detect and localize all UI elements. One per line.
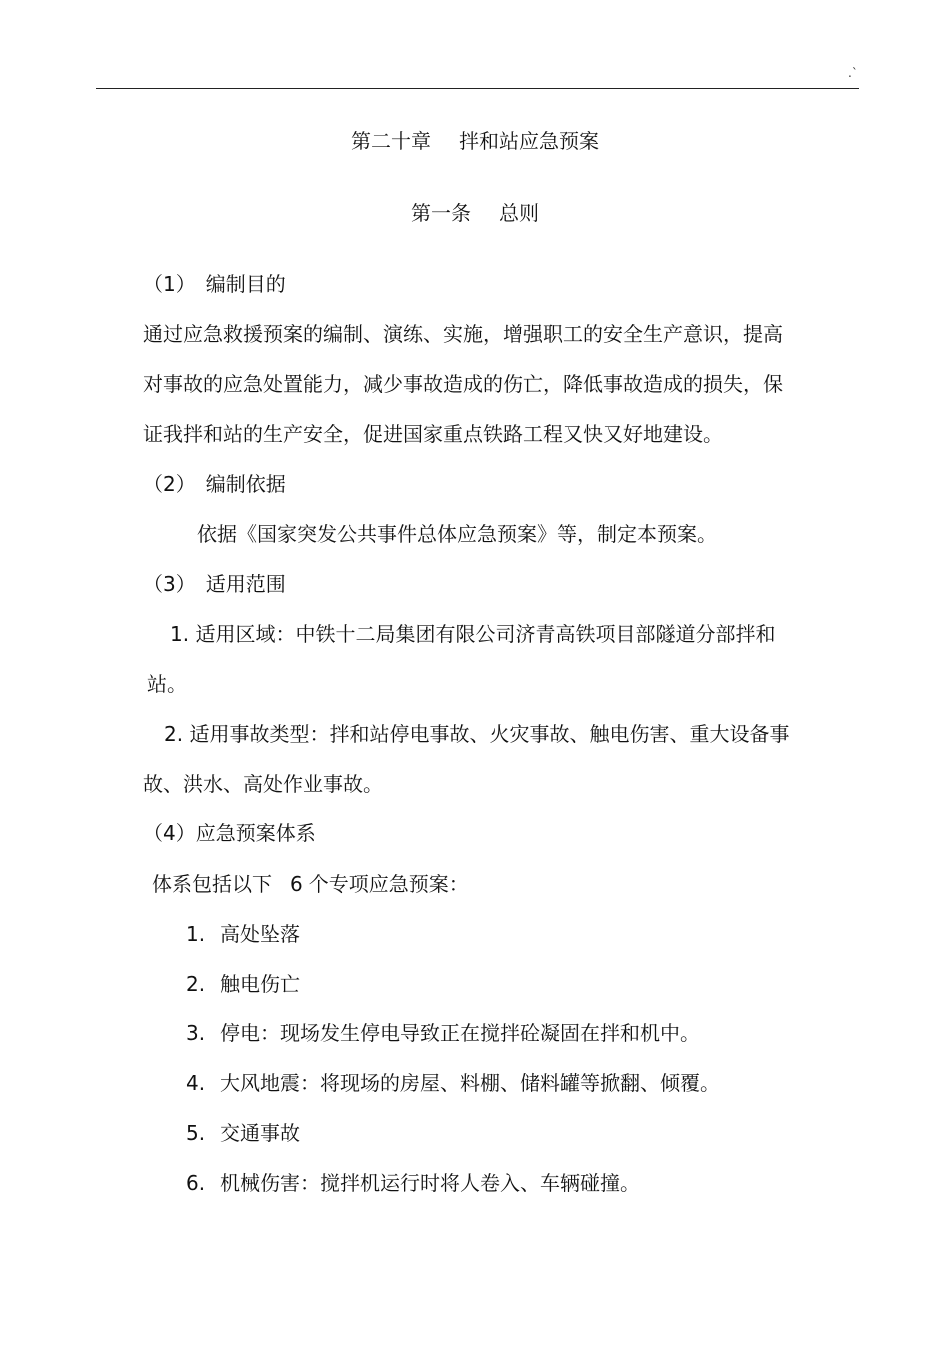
list-item bbox=[186, 972, 300, 996]
list-item-number: 2. bbox=[186, 972, 206, 996]
section-3-item-2-line-1: 2. 适用事故类型：拌和站停电事故、火灾事故、触电伤害、重大设备事 bbox=[164, 722, 790, 746]
article-number: 第一条 bbox=[411, 201, 471, 225]
section-3-label: （3） bbox=[143, 572, 196, 596]
list-item-text: 大风地震：将现场的房屋、料棚、储料罐等掀翻、倾覆。 bbox=[220, 1071, 720, 1095]
section-4-intro-after: 个专项应急预案： bbox=[308, 872, 469, 896]
section-3-heading bbox=[143, 572, 286, 596]
section-1-title: 编制目的 bbox=[205, 272, 286, 296]
chapter-title bbox=[0, 129, 950, 153]
section-1-line-1: 通过应急救援预案的编制、演练、实施，增强职工的安全生产意识，提高 bbox=[143, 322, 783, 346]
section-4-intro-before: 体系包括以下 bbox=[152, 872, 272, 896]
list-item-number: 6. bbox=[186, 1171, 206, 1195]
list-item bbox=[186, 1021, 700, 1045]
list-item-text: 高处坠落 bbox=[220, 922, 300, 946]
chapter-name: 拌和站应急预案 bbox=[459, 129, 599, 153]
list-item-text: 交通事故 bbox=[220, 1121, 300, 1145]
list-item-number: 4. bbox=[186, 1071, 206, 1095]
article-title bbox=[0, 201, 950, 225]
section-2-label: （2） bbox=[143, 472, 196, 496]
section-4-intro-count: 6 bbox=[290, 872, 303, 896]
list-item-text: 机械伤害：搅拌机运行时将人卷入、车辆碰撞。 bbox=[220, 1171, 640, 1195]
list-item bbox=[186, 1121, 300, 1145]
section-4-intro bbox=[152, 872, 469, 896]
list-item bbox=[186, 922, 300, 946]
list-item-number: 1. bbox=[186, 922, 206, 946]
header-mark: .` bbox=[848, 66, 858, 80]
section-3-item-2-line-2: 故、洪水、高处作业事故。 bbox=[143, 772, 383, 796]
list-item-number: 5. bbox=[186, 1121, 206, 1145]
section-4-heading: （4）应急预案体系 bbox=[143, 821, 316, 845]
section-2-text: 依据《国家突发公共事件总体应急预案》等，制定本预案。 bbox=[197, 522, 717, 546]
section-2-title: 编制依据 bbox=[205, 472, 286, 496]
list-item bbox=[186, 1071, 720, 1095]
section-1-line-3: 证我拌和站的生产安全，促进国家重点铁路工程又快又好地建设。 bbox=[143, 422, 723, 446]
header-rule bbox=[96, 88, 859, 89]
section-3-title: 适用范围 bbox=[205, 572, 286, 596]
section-1-label: （1） bbox=[143, 272, 196, 296]
section-1-heading bbox=[143, 272, 286, 296]
list-item-text: 停电：现场发生停电导致正在搅拌砼凝固在拌和机中。 bbox=[220, 1021, 700, 1045]
section-2-heading bbox=[143, 472, 286, 496]
section-1-line-2: 对事故的应急处置能力，减少事故造成的伤亡，降低事故造成的损失，保 bbox=[143, 372, 783, 396]
section-3-item-1-line-1: 1. 适用区域：中铁十二局集团有限公司济青高铁项目部隧道分部拌和 bbox=[170, 622, 776, 646]
section-3-item-1-line-2: 站。 bbox=[147, 672, 187, 696]
list-item-text: 触电伤亡 bbox=[220, 972, 300, 996]
list-item bbox=[186, 1171, 640, 1195]
chapter-number: 第二十章 bbox=[351, 129, 431, 153]
list-item-number: 3. bbox=[186, 1021, 206, 1045]
article-name: 总则 bbox=[499, 201, 539, 225]
